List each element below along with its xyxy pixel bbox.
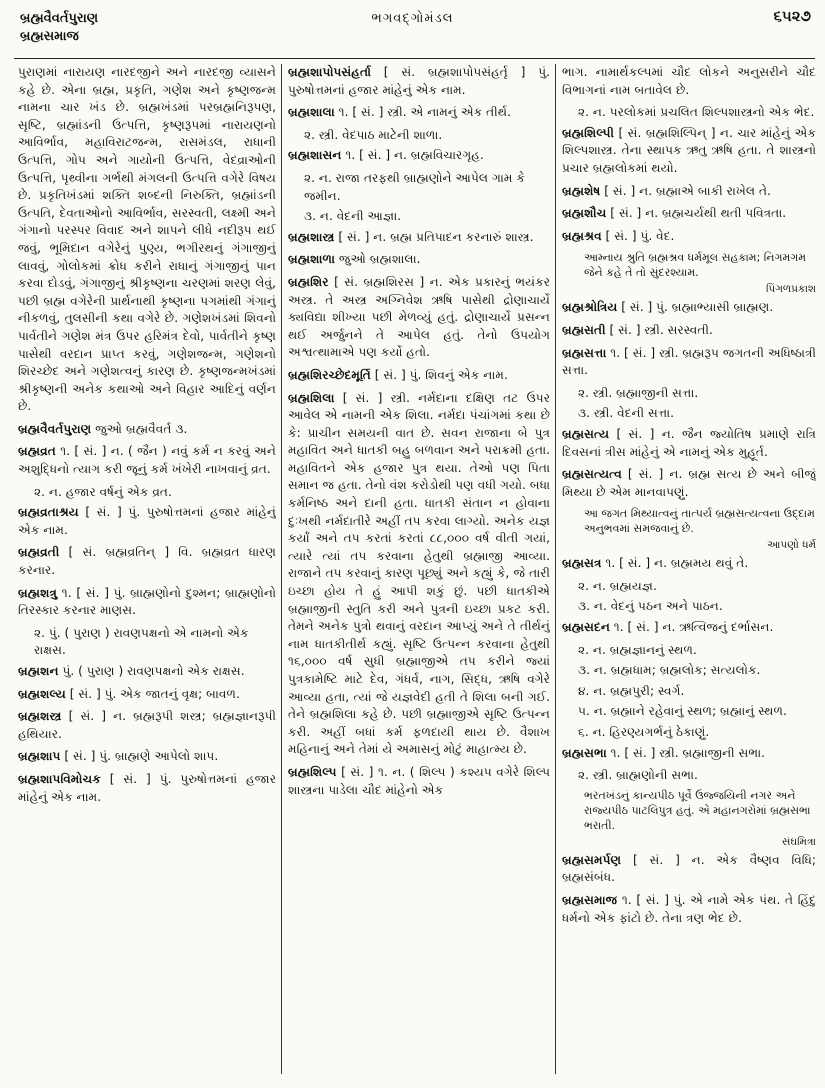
page-number: ૬૫૨૭: [773, 7, 811, 25]
headword: બ્રહ્મશત્રુ: [18, 585, 58, 600]
entry: [18, 771, 276, 806]
definition: [ સં. બ્રહ્મશિરસ ] ન. એક પ્રકારનું ભયંકર અસ્ત્ર. તે અસ્ત્ર અગ્નિવેશ ઋષિ પાસેથી દ્રોણાચાર્યે ક્યવિદ્યા શીખ્યા પછી મેળવ્યું હતું. દ્રોણાચાર્યે પ્રસન્ન થઈ અર્જુનને તે આપેલ હતું. તેનો ઉપયોગ અશ્વત્થામાએ પણ કર્યો હતો.: [288, 274, 550, 360]
entry: [288, 367, 550, 385]
sense: ૩. ન. બ્રહ્મધામ; બ્રહ્મલોક; સત્યલોક.: [578, 663, 761, 678]
entry: [288, 229, 550, 247]
definition: ૧. [ સં. ] પું. એ નામે એક પંથ. તે હિંદુ ધર્મનો એક ફાંટો છે. તેના ત્રણ ભેદ છે.: [562, 893, 816, 925]
definition: [ સં. ] ન. બ્રહ્માએ બાકી રાખેલ તે.: [600, 183, 771, 198]
definition: જુઓ બ્રહ્મવૈવર્ત ૩.: [91, 421, 188, 436]
headword: બ્રહ્મશાળા: [288, 252, 336, 267]
running-head-last: બ્રહ્મસમાજ: [20, 29, 79, 44]
sense: ૨. સ્ત્રી. વેદપાઠ માટેની શાળા.: [304, 127, 443, 142]
headword: બ્રહ્મસમાજ: [562, 893, 618, 907]
entry: [562, 892, 816, 927]
headword: બ્રહ્મશન: [18, 664, 59, 678]
entry: [18, 504, 276, 539]
headword: બ્રહ્મસત્ય: [562, 426, 610, 441]
entry: [562, 619, 816, 637]
entry: [562, 228, 816, 246]
entry: [288, 104, 550, 122]
headword: બ્રહ્મવ્રત: [18, 444, 56, 459]
definition: [ સં. ] પું. શિવનું એક નામ.: [370, 367, 508, 382]
quotation-source: સંઘમિત્રા: [781, 835, 816, 848]
entry: [562, 322, 816, 340]
entry: [18, 421, 276, 439]
entry: [18, 748, 276, 766]
definition: ૧. [ સં. ] પું. બ્રાહ્મણોનો દુશ્મન; બ્રાહ્મણોનો તિરસ્કાર કરનાર માણસ.: [18, 585, 276, 618]
headword: બ્રહ્મશાલા: [288, 105, 335, 120]
entry: [288, 390, 550, 759]
definition: [ સં. ] પું. બ્રહ્માભ્યાસી બ્રાહ્મણ.: [617, 300, 774, 315]
entry: [562, 299, 816, 317]
definition: [ સં. ] ન. બ્રહ્મ પ્રતિપાદન કરનારું શાસ્ત્ર.: [334, 229, 534, 244]
definition: જુઓ બ્રહ્મશાલા.: [335, 252, 421, 267]
definition: [ સં. ] ૧. ન. ( શિલ્પ ) કશ્યપ વગેરે શિલ્પ શાસ્ત્રના પાડેલા ચૌદ માંહેનો એક: [288, 764, 550, 797]
headword: બ્રહ્મશાપ: [18, 749, 61, 764]
headword: બ્રહ્મશિર: [288, 274, 329, 289]
sense: ૨. સ્ત્રી. બ્રહ્માજીની સત્તા.: [578, 385, 699, 400]
entry-continuation: ભાગ. નામાર્થકલ્પમાં ચૌદ લોકને અનુસરીને ચૌદ વિભાગનાં નામ બતાવેલ છે.: [562, 65, 816, 97]
entry: [562, 345, 816, 380]
headword: બ્રહ્મશલ્ય: [18, 686, 66, 701]
entry: [562, 555, 816, 573]
definition: [ સં. બ્રહ્મશાપોપસંહર્તૃ ] પું. પુરુષોત્તમનાં હજાર માંહેનું એક નામ.: [288, 65, 550, 97]
dictionary-columns: [0, 64, 825, 1084]
entry: [288, 64, 550, 99]
sense: ૪. ન. બ્રહ્મપુરી; સ્વર્ગ.: [578, 683, 685, 698]
definition: [ સં. બ્રહ્મવ્રતિન્ ] વિ. બ્રહ્મવ્રત ધારણ કરનાર.: [18, 545, 276, 578]
book-title: ભગવદ્ગોમંડલ: [371, 11, 454, 26]
definition: [ સં. ] ન. બ્રહ્મ સત્ય છે અને બીજું મિથ્યા છે એમ માનવાપણું.: [562, 467, 816, 499]
entry: [18, 663, 276, 681]
headword: બ્રહ્મશસ્ત્ર: [18, 709, 62, 724]
page-header: [0, 0, 825, 62]
sense: ૨. ન. બ્રહ્મજ્ઞાનનું સ્થળ.: [578, 642, 697, 657]
entry: [18, 686, 276, 704]
definition: [ સં. ] ન. બ્રહ્મચર્યથી થતી પવિત્રતા.: [606, 206, 787, 221]
definition: ૧. [ સં. ] સ્ત્રી. બ્રહ્મરૂપ જગતની અધિષ્ઠાત્રી સત્તા.: [562, 345, 816, 378]
sense: ૨. ન. હજાર વર્ષનું એક વ્રત.: [34, 484, 172, 499]
sense: ૩. ન. વેદની આજ્ઞા.: [304, 209, 402, 224]
entry: [562, 466, 816, 501]
sense: ૨. સ્ત્રી. બ્રાહ્મણોની સભા.: [578, 768, 698, 783]
definition: ૧. [ સં. ] ન. બ્રહ્મવિચારગૃહ.: [341, 148, 484, 163]
headword: બ્રહ્મશાસન: [288, 148, 342, 163]
headword: બ્રહ્મસત્તા: [562, 345, 607, 360]
sense: ૬. ન. હિરણ્યગર્ભનું ઠેકાણું.: [578, 725, 710, 740]
sense: ૨. ન. પરલોકમાં પ્રચલિત શિલ્પશાસ્ત્રનો એક ભેદ.: [578, 105, 815, 120]
definition: [ સં. ] પું. પુરુષોત્તમનાં હજાર માંહેનું એક નામ.: [18, 771, 276, 804]
entry: [562, 183, 816, 201]
entry: [562, 745, 816, 763]
entry: [562, 426, 816, 461]
entry: [18, 443, 276, 478]
entry: [18, 544, 276, 579]
headword: બ્રહ્મસભા: [562, 745, 607, 760]
headword: બ્રહ્મશ્રોત્રિય: [562, 300, 618, 315]
sense: ૩. ન. વેદનું પઠન અને પાઠન.: [578, 599, 723, 614]
quotation: ભરતખંડનું કાન્યપીઠ પૂર્વે ઉજ્જયિની નગર અને રાજ્યપીઠ પાટલિપુત્ર હતું. એ મહાનગરોમાં બ્રહ્મસભા ભરાતી.: [584, 788, 811, 832]
headword: બ્રહ્મશિલ્પ: [288, 764, 337, 779]
definition: પું. ( પુરાણ ) રાવણપક્ષનો એક રાક્ષસ.: [58, 664, 245, 678]
headword: બ્રહ્મશ્રવ: [562, 228, 602, 243]
definition: [ સં. બ્રહ્મશિલ્પિન્ ] ન. ચાર માંહેનું એક શિલ્પશાસ્ત્ર. તેના સ્થાપક ઋતુ ઋષિ હતા. તે શાસ્ત્રનો પ્રચાર બ્રહ્મલોકમાં થયો.: [562, 125, 816, 175]
entry: [18, 585, 276, 620]
definition: ૧. [ સં. ] ન. બ્રહ્મમય થવું તે.: [601, 556, 749, 571]
quotation: આ જગત મિથ્યાત્વનું તાત્પર્ય બ્રહ્મસત્યત્વના ઉદ્દામ અનુભવમાં સમજવાનું છે.: [584, 507, 815, 536]
headword: બ્રહ્મસમર્પણ: [562, 852, 622, 867]
running-head-first: બ્રહ્મવૈવર્તપુરાણ: [20, 11, 99, 26]
headword: બ્રહ્મશિલા: [288, 390, 335, 405]
headword: બ્રહ્મસતી: [562, 322, 606, 337]
definition: ૧. [ સં. ] સ્ત્રી. બ્રહ્માજીની સભા.: [606, 745, 765, 760]
quotation: આમ્નાય શ્રુતિ બ્રહ્મશ્રવ ધર્મમૂલ સહકામ; નિગમગમ જેને કહે તે તો સુંદરશ્યામ.: [584, 251, 807, 280]
headword: બ્રહ્મવ્રતાશ્રય: [18, 505, 79, 520]
sense: ૨. ન. રાજા તરફથી બ્રાહ્મણોને આપેલ ગામ કે જમીન.: [304, 170, 525, 203]
definition: [ સં. ] ન. જૈન જ્યોતિષ પ્રમાણે રાત્રિ દિવસનાં ત્રીસ માંહેનું એ નામનું એક મુહૂર્ત.: [562, 426, 816, 459]
definition: ૧. [ સં. ] ન. ઋત્વિજનું દર્ભાસન.: [609, 620, 774, 635]
headword: બ્રહ્મવ્રતી: [18, 545, 60, 560]
column-2: [288, 64, 550, 1084]
definition: [ સં. ] સ્ત્રી. સરસ્વતી.: [605, 322, 713, 337]
definition: [ સં. ] ન. એક વૈષ્ણવ વિધિ; બ્રહ્મસંબંધ.: [562, 852, 816, 885]
headword: બ્રહ્મશિરચ્છેદમૂર્તિ: [288, 367, 371, 382]
entry: [288, 764, 550, 799]
headword: બ્રહ્મશૌચ: [562, 206, 607, 221]
headword: બ્રહ્મસદન: [562, 620, 610, 635]
headword: બ્રહ્મસત્યત્વ: [562, 467, 622, 482]
headword: બ્રહ્મશેષ: [562, 183, 601, 198]
definition: ૧. [ સં. ] ન. ( જૈન ) નવું કર્મ ન કરવું અને અશુદ્ધિનો ત્યાગ કરી જૂનું કર્મ ખંખેરી નાખવાનું વ્રત.: [18, 444, 276, 477]
entry: [288, 274, 550, 362]
sense: ૨. પું. ( પુરાણ ) રાવણપક્ષનો એ નામનો એક રાક્ષસ.: [34, 625, 249, 658]
header-rule: [14, 58, 815, 59]
column-1: [18, 64, 276, 1084]
entry: [562, 125, 816, 178]
definition: [ સં. ] સ્ત્રી. નર્મદાના દક્ષિણ તટ ઉપર આવેલ એ નામની એક શિલા. નર્મદા પંચાંગમાં કથા છે કે: પ્રાચીન સમયની વાત છે. સવન રાજાના બે પુત્ર મહાવિત અને ધાતકી બહુ બળવાન અને પરાક્રમી હતા. મહાવિતને એક હજાર પુત્ર થયા. તેઓ પણ પિતા સમાન જ હતા. તેનો વંશ કરોડોથી પણ વધી ગયો. બધા કર્મનિષ્ઠ અને દાની હતા. ધાતકી સંતાન ન હોવાના દુઃખથી નર્મદાતીરે અહીં તપ કરવા લાગ્યો. અનેક યજ્ઞ કર્યાં અને તપ કરતાં કરતાં ૮૮,૦૦૦ વર્ષ વીતી ગયાં, ત્યારે ત્યાં તપ કરવાના હેતુથી બ્રહ્માજી આવ્યા. રાજાને તપ કરવાનું કારણ પૂછ્યું અને કહ્યું કે, જે તારી ઇચ્છા હોય તે હું આપી શકું છું. પછી ધાતકીએ બ્રહ્માજીની સ્તુતિ કરી અને પુત્રની ઇચ્છા પ્રકટ કરી. તેમને અનેક પુત્રો થવાનું વરદાન આપ્યું અને તે તીર્થનું નામ ધાતકીતીર્થ કહ્યું. સૃષ્ટિ ઉત્પન્ન કરવાના હેતુથી ૧૬,૦૦૦ વર્ષ સુધી બ્રહ્માજીએ તપ કરીને જ્યાં પુત્રકામેષ્ટિ માટે દેવ, ગંધર્વ, નાગ, સિદ્ધ, ઋષિ વગેરે આવ્યા હતા, ત્યાં જે યજ્ઞવેદી હતી તે શિલા બની ગઈ. તેને બ્રહ્મશિલા કહે છે. પછી બ્રહ્માજીએ સૃષ્ટિ ઉત્પન્ન કરી. અહીં બધાં કર્મ ફળદાયી થાય છે. વૈશાખ મહિનાનું અને તેમાં યે અમાસનું મોટું માહાત્મ્ય છે.: [288, 390, 550, 757]
definition: [ સં. ] પું. એક જાતનું વૃક્ષ; બાવળ.: [65, 686, 240, 701]
sense: ૨. ન. બ્રહ્મયજ્ઞ.: [578, 578, 657, 593]
entry: [288, 251, 550, 269]
headword: બ્રહ્મવૈવર્તપુરાણ: [18, 421, 92, 436]
headword: બ્રહ્મશિલ્પી: [562, 125, 615, 140]
headword: બ્રહ્મશાપોપસંહર્તા: [288, 65, 372, 79]
headword: બ્રહ્મશાસ્ત્ર: [288, 229, 335, 244]
entry-continuation: પુરાણમાં નારાયણ નારદજીને અને નારદજી વ્યાસને કહે છે. એના બ્રહ્મ, પ્રકૃતિ, ગણેશ અને કૃષ્ણજન્મ નામના ચાર ખંડ છે. બ્રહ્મખંડમાં પરબ્રહ્મનિરૂપણ, સૃષ્ટિ, બ્રહ્માંડની ઉત્પત્તિ, કૃષ્ણરૂપમાં નારાયણનો આવિર્ભાવ, મહાવિરાટજન્મ, રાસમંડલ, રાધાની ઉત્પત્તિ, ગોપ અને ગાયોની ઉત્પત્તિ, વેદવ્રાઓની ઉત્પત્તિ, પૃથ્વીના ગર્ભથી મંગલની ઉત્પત્તિ વગેરે વિષય છે. પ્રકૃતિખંડમાં શક્તિ શબ્દની નિરુક્તિ, બ્રહ્માંડની ઉત્પતિ, દેવતાઓનો આવિર્ભાવ, સરસ્વતી, લક્ષ્મી અને ગંગાનો પરસ્પર વિવાદ અને શાપને લીધે નદીરૂપ થઈ જવું, ભૂમિદાન વગેરેનું પુણ્ય, ભગીરથનું ગંગાજીનું લાવવું, ગોલોકમાં ક્રોધ કરીને રાધાનું ગંગાજીનું પાન કરવા દોડવું, ગંગાજીનું શ્રીકૃષ્ણના ચરણમાં શરણ લેવું, પછી બ્રહ્મ વગેરેની પ્રાર્થનાથી કૃષ્ણના પગમાંથી ગંગાનું નીકળવું, તુલસીની કથા વગેરે છે. ગણેશખંડમાં શિવનો પાર્વતીને ગણેશ મંત્ર ઉપર હરિમંત્ર દેવો, પાર્વતીને કૃષ્ણ પાસેથી વરદાન પ્રાપ્ત કરવું, ગણેશજન્મ, ગણેશનો શિરચ્છેદ અને ગણેશત્વનું કારણ છે. કૃષ્ણજન્મખંડમાં શ્રીકૃષ્ણની અનેક કથાઓ અને વિહાર આદિનું વર્ણન છે.: [18, 65, 276, 414]
entry: [288, 147, 550, 165]
entry: [562, 852, 816, 887]
definition: [ સં. ] ન. બ્રહ્મરૂપી શસ્ત્ર; બ્રહ્મજ્ઞાનરૂપી હથિયાર.: [18, 709, 276, 741]
entry: [18, 708, 276, 743]
sense: ૫. ન. બ્રહ્માને રહેવાનું સ્થળ; બ્રહ્માનું સ્થળ.: [578, 704, 787, 719]
column-3: [562, 64, 816, 1084]
entry: [562, 205, 816, 223]
headword: બ્રહ્મસત્ર: [562, 556, 602, 571]
definition: [ સં. ] પું. વેદ.: [601, 228, 675, 243]
definition: [ સં. ] પું. પુરુષોત્તમનાં હજાર માંહેનું એક નામ.: [18, 505, 276, 537]
quotation-source: પિંગળપ્રકાશ: [766, 283, 816, 296]
definition: [ સં. ] પું. બ્રાહ્મણે આપેલો શાપ.: [60, 749, 219, 764]
sense: ૩. સ્ત્રી. વેદની સત્તા.: [578, 406, 674, 421]
definition: ૧. [ સં. ] સ્ત્રી. એ નામનું એક તીર્થ.: [334, 105, 511, 120]
headword: બ્રહ્મશાપવિમોચક: [18, 771, 101, 786]
quotation-source: આપણો ધર્મ: [766, 539, 816, 552]
